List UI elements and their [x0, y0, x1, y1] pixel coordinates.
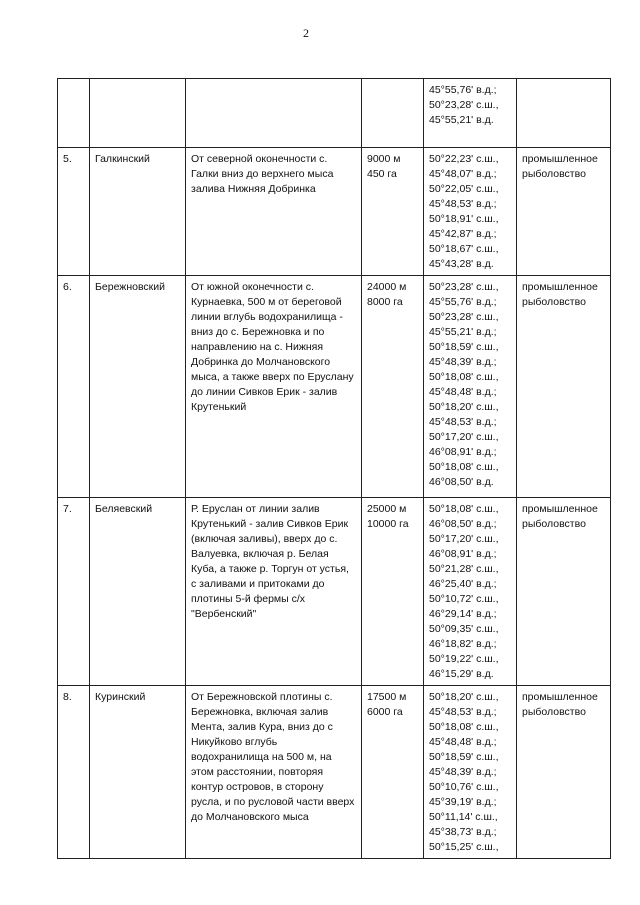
table-row: [58, 276, 611, 498]
coordinate-value: 50°23,28' с.ш.,: [429, 99, 499, 111]
table-body: [58, 79, 611, 859]
coordinate-value: 46°08,91' в.д.;: [429, 548, 497, 560]
table-row: [58, 148, 611, 276]
coordinate-value: 45°48,39' в.д.;: [429, 766, 497, 778]
coordinates-cell: [424, 79, 517, 148]
coordinate-value: 45°55,76' в.д.;: [429, 296, 497, 308]
boundary-description-cell: [186, 276, 362, 498]
coordinate-value: 50°23,28' с.ш.,: [429, 311, 499, 323]
purpose-cell-text: промышленное рыболовство: [522, 153, 598, 180]
purpose-cell: [517, 276, 611, 498]
boundary-description-cell-text: От Бережновской плотины с. Бережновка, включая залив Мента, залив Кура, вниз до с Никуйково вглубь водохранилища на 500 м, на этом расстоянии, повторяя контур островов, в сторону русла, и по русловой части вверх до Молчановского мыса: [191, 691, 355, 823]
length-area-cell: [362, 686, 424, 859]
coordinate-value: 45°48,07' в.д.;: [429, 168, 497, 180]
coordinate-value: 45°48,53' в.д.;: [429, 416, 497, 428]
coordinates-cell: [424, 498, 517, 686]
area-name-cell-text: Беляевский: [95, 503, 153, 515]
coordinate-value: 45°48,53' в.д.;: [429, 706, 497, 718]
coordinate-value: 46°25,40' в.д.;: [429, 578, 497, 590]
coordinate-value: 50°18,59' с.ш.,: [429, 751, 499, 763]
coordinate-value: 50°10,76' с.ш.,: [429, 781, 499, 793]
coordinates-cell: [424, 276, 517, 498]
table-row: [58, 79, 611, 148]
coordinate-value: 45°48,39' в.д.;: [429, 356, 497, 368]
coordinates-cell: [424, 686, 517, 859]
length-area-cell: [362, 498, 424, 686]
table-row: [58, 498, 611, 686]
coordinate-value: 46°08,50' в.д.: [429, 476, 494, 488]
coordinate-value: 50°18,91' с.ш.,: [429, 213, 499, 225]
length-area-cell: [362, 148, 424, 276]
coordinate-value: 50°21,28' с.ш.,: [429, 563, 499, 575]
length-area-cell: [362, 276, 424, 498]
coordinate-value: 45°55,21' в.д.;: [429, 326, 497, 338]
coordinate-value: 45°42,87' в.д.;: [429, 228, 497, 240]
coordinate-value: 45°55,76' в.д.;: [429, 84, 497, 96]
coordinate-value: 46°15,29' в.д.: [429, 668, 494, 680]
boundary-description-cell-text: От южной оконечности с. Курнаевка, 500 м от береговой линии вглубь водохранилища - вниз до с. Бережновка и по направлению на с. Нижняя Добринка до Молчановского мыса, а также вверх по Еруслану до линии Сивков Ерик - залив Крутенький: [191, 281, 354, 413]
row-number-cell-text: 8.: [63, 691, 72, 703]
page-number: 2: [303, 26, 309, 40]
coordinate-value: 50°18,08' с.ш.,: [429, 721, 499, 733]
coordinate-value: 45°39,19' в.д.;: [429, 796, 497, 808]
length-area-cell-text: 25000 м 10000 га: [367, 503, 409, 530]
coordinate-value: 46°18,82' в.д.;: [429, 638, 497, 650]
coordinate-value: 50°18,08' с.ш.,: [429, 371, 499, 383]
coordinate-value: 50°18,08' с.ш.,: [429, 503, 499, 515]
boundary-description-cell: [186, 148, 362, 276]
coordinate-value: 45°48,48' в.д.;: [429, 386, 497, 398]
area-name-cell: [90, 686, 186, 859]
row-number-cell: [58, 276, 90, 498]
length-area-cell-text: 24000 м 8000 га: [367, 281, 407, 308]
coordinate-value: 45°43,28' в.д.: [429, 258, 494, 270]
coordinate-value: 46°29,14' в.д.;: [429, 608, 497, 620]
area-name-cell-text: Галкинский: [95, 153, 150, 165]
coordinate-value: 46°08,50' в.д.;: [429, 518, 497, 530]
area-name-cell: [90, 79, 186, 148]
row-number-cell: [58, 686, 90, 859]
purpose-cell: [517, 498, 611, 686]
coordinate-value: 50°22,05' с.ш.,: [429, 183, 499, 195]
row-number-cell-text: 5.: [63, 153, 72, 165]
coordinate-value: 50°18,20' с.ш.,: [429, 401, 499, 413]
length-area-cell-text: 17500 м 6000 га: [367, 691, 407, 718]
length-area-cell: [362, 79, 424, 148]
boundary-description-cell: [186, 686, 362, 859]
length-area-cell-text: 9000 м 450 га: [367, 153, 401, 180]
purpose-cell: [517, 686, 611, 859]
area-name-cell: [90, 276, 186, 498]
boundary-description-cell: [186, 498, 362, 686]
coordinate-value: 45°48,53' в.д.;: [429, 198, 497, 210]
row-number-cell: [58, 498, 90, 686]
boundary-description-cell: [186, 79, 362, 148]
table-row: [58, 686, 611, 859]
area-name-cell-text: Бережновский: [95, 281, 165, 293]
coordinate-value: 50°11,14' с.ш.,: [429, 811, 498, 823]
area-name-cell: [90, 148, 186, 276]
row-number-cell-text: 6.: [63, 281, 72, 293]
row-number-cell: [58, 148, 90, 276]
coordinate-value: 50°17,20' с.ш.,: [429, 533, 499, 545]
boundary-description-cell-text: Р. Еруслан от линии залив Крутенький - залив Сивков Ерик (включая заливы), вверх до с. Валуевка, включая р. Белая Куба, а также р. Торгун от устья, с заливами и притоками до плотины 5-й фермы с/х "Вербенский": [191, 503, 349, 620]
purpose-cell-text: промышленное рыболовство: [522, 503, 598, 530]
row-number-cell: [58, 79, 90, 148]
coordinate-value: 50°18,20' с.ш.,: [429, 691, 499, 703]
purpose-cell: [517, 79, 611, 148]
coordinate-value: 50°19,22' с.ш.,: [429, 653, 499, 665]
purpose-cell-text: промышленное рыболовство: [522, 691, 598, 718]
coordinate-value: 50°10,72' с.ш.,: [429, 593, 499, 605]
coordinate-value: 50°18,67' с.ш.,: [429, 243, 499, 255]
area-name-cell: [90, 498, 186, 686]
coordinates-cell: [424, 148, 517, 276]
fishing-areas-table: [57, 78, 611, 859]
coordinate-value: 50°17,20' с.ш.,: [429, 431, 499, 443]
boundary-description-cell-text: От северной оконечности с. Галки вниз до верхнего мыса залива Нижняя Добринка: [191, 153, 334, 195]
coordinate-value: 50°09,35' с.ш.,: [429, 623, 499, 635]
coordinate-value: 50°22,23' с.ш.,: [429, 153, 499, 165]
purpose-cell: [517, 148, 611, 276]
row-number-cell-text: 7.: [63, 503, 72, 515]
coordinate-value: 50°18,59' с.ш.,: [429, 341, 499, 353]
area-name-cell-text: Куринский: [95, 691, 146, 703]
coordinate-value: 45°38,73' в.д.;: [429, 826, 497, 838]
coordinate-value: 50°15,25' с.ш.,: [429, 841, 499, 853]
coordinate-value: 45°48,48' в.д.;: [429, 736, 497, 748]
coordinate-value: 45°55,21' в.д.: [429, 114, 494, 126]
coordinate-value: 46°08,91' в.д.;: [429, 446, 497, 458]
purpose-cell-text: промышленное рыболовство: [522, 281, 598, 308]
coordinate-value: 50°23,28' с.ш.,: [429, 281, 499, 293]
coordinate-value: 50°18,08' с.ш.,: [429, 461, 499, 473]
